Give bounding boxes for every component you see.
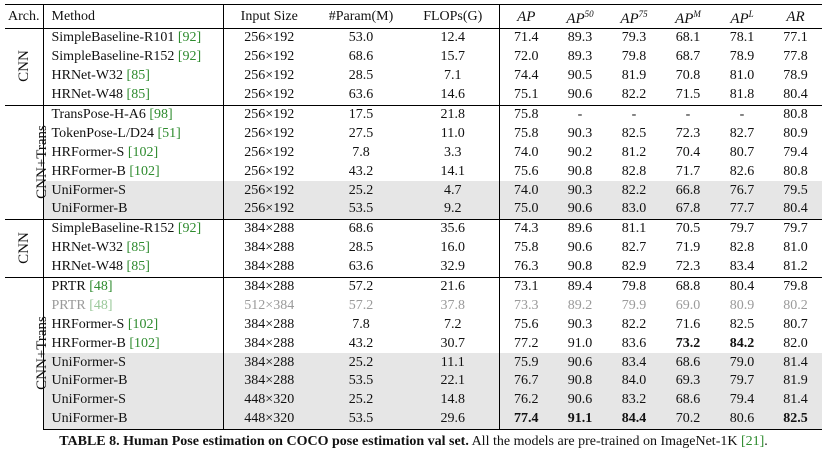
cell-flops: 14.8 (407, 391, 499, 410)
method-citation: [85] (126, 240, 150, 256)
cell-ap75: 82.5 (621, 125, 647, 141)
cell-input: 384×288 (244, 259, 295, 275)
method-name: UniFormer-B (51, 373, 128, 389)
cell-flops: 30.7 (407, 334, 499, 353)
cell-ap: 74.4 (514, 68, 539, 84)
cell-ar: 79.8 (769, 277, 822, 296)
method-name: UniFormer-B (51, 201, 128, 217)
col-header-method: Method (43, 5, 223, 29)
cell-flops: 21.8 (407, 105, 499, 124)
cell-apm: 68.6 (661, 391, 715, 410)
cell-apl: 83.4 (729, 259, 755, 275)
cell-input: 256×192 (244, 30, 295, 46)
cell-flops: 16.0 (407, 239, 499, 258)
cell-ap75: - (607, 105, 661, 124)
cell-apl: 82.5 (729, 316, 755, 332)
method-citation: [102] (127, 316, 159, 332)
cell-ar: 80.8 (783, 163, 808, 179)
cell-apl: 79.7 (715, 219, 769, 238)
method-cell (43, 277, 223, 296)
table-row (5, 86, 822, 105)
method-name: UniFormer-S (51, 354, 126, 370)
cell-param: 43.2 (348, 163, 374, 179)
cell-input: 384×288 (244, 335, 295, 351)
cell-input: 448×320 (223, 410, 315, 429)
table-row (5, 258, 822, 277)
cell-apm: 73.2 (675, 335, 701, 351)
cell-ap75: 79.3 (621, 30, 647, 46)
cell-ap75: 82.9 (621, 259, 647, 275)
cell-input: 256×192 (244, 49, 295, 65)
cell-flops: 11.0 (407, 124, 499, 143)
cell-ap50: 89.6 (553, 219, 607, 238)
cell-ar: 77.8 (783, 49, 808, 65)
cell-param: 17.5 (315, 105, 407, 124)
cell-ar: 80.4 (783, 87, 808, 103)
cell-apl: 79.0 (715, 353, 769, 372)
cell-apl: 80.4 (715, 277, 769, 296)
cell-flops: 14.1 (407, 162, 499, 181)
cell-ar: 80.8 (769, 105, 822, 124)
cell-param: 28.5 (348, 240, 374, 256)
cell-ap50: - (553, 105, 607, 124)
cell-flops: 7.1 (407, 67, 499, 86)
cell-ap: 73.1 (499, 277, 553, 296)
table-row (5, 410, 822, 429)
table-row (5, 296, 822, 315)
arch-cell (5, 29, 43, 106)
cell-ap: 75.6 (514, 316, 539, 332)
arch-cell (5, 219, 43, 277)
method-name: TransPose-H-A6 (51, 107, 146, 122)
table-row (5, 181, 822, 200)
cell-apm: 70.5 (661, 219, 715, 238)
table-row (5, 200, 822, 219)
method-citation: [102] (129, 335, 160, 351)
cell-ar: 79.5 (769, 181, 822, 200)
cell-apl: 81.0 (729, 68, 755, 84)
cell-input: 384×288 (244, 316, 295, 332)
method-cell (43, 29, 223, 48)
cell-ar: 81.9 (769, 372, 822, 391)
cell-param: 25.2 (315, 391, 407, 410)
cell-ap: 72.0 (514, 49, 539, 65)
cell-flops: 12.4 (407, 29, 499, 48)
cell-ap75: 82.7 (621, 240, 647, 256)
method-cell (43, 162, 223, 181)
cell-ar: 79.4 (783, 144, 808, 160)
method-cell (43, 219, 223, 238)
cell-param: 28.5 (348, 68, 374, 84)
cell-ar: 82.0 (783, 335, 808, 351)
cell-ap75: 83.0 (607, 200, 661, 219)
arch-cell (5, 105, 50, 219)
col-header-ap: AP (499, 5, 553, 29)
cell-ap50: 90.8 (567, 259, 593, 275)
cell-ap75: 83.6 (621, 335, 647, 351)
cell-apm: 70.4 (675, 144, 701, 160)
cell-flops: 29.6 (407, 410, 499, 429)
cell-apm: 71.5 (675, 87, 701, 103)
cell-ar: 79.7 (769, 219, 822, 238)
cell-input: 256×192 (223, 181, 315, 200)
cell-apm: 69.0 (675, 297, 701, 313)
cell-ap75: 82.8 (621, 163, 647, 179)
cell-ap50: 89.3 (567, 49, 593, 65)
method-citation: [48] (89, 279, 113, 295)
cell-param: 43.2 (348, 335, 374, 351)
cell-flops: 37.8 (407, 296, 499, 315)
method-cell (43, 258, 223, 277)
col-header-flops: FLOPs(G) (407, 5, 499, 29)
cell-input: 384×288 (244, 240, 295, 256)
cell-ap50: 89.4 (553, 277, 607, 296)
table-row (5, 29, 822, 48)
cell-param: 68.6 (315, 219, 407, 238)
cell-ap50: 90.6 (553, 200, 607, 219)
cell-ap: 77.2 (514, 335, 539, 351)
cell-ap: 76.7 (499, 372, 553, 391)
col-header-param: #Param(M) (315, 5, 407, 29)
cell-apm: 71.6 (675, 316, 701, 332)
cell-ap50: 90.6 (567, 240, 593, 256)
cell-flops: 7.2 (407, 315, 499, 334)
table-body (5, 29, 822, 430)
cell-ap50: 90.8 (567, 163, 593, 179)
cell-apl: 82.7 (729, 125, 755, 141)
method-name: PRTR (51, 279, 86, 295)
cell-ap: 75.1 (514, 87, 539, 103)
cell-ap75: 81.9 (621, 68, 647, 84)
method-name: HRFormer-B (51, 335, 126, 351)
cell-apm: - (661, 105, 715, 124)
cell-apm: 67.8 (661, 200, 715, 219)
cell-ap75: 82.2 (621, 87, 647, 103)
cell-apm: 72.3 (675, 259, 701, 275)
cell-apm: 68.6 (661, 353, 715, 372)
cell-apl: 80.7 (729, 144, 755, 160)
method-cell (43, 124, 223, 143)
cell-input: 256×192 (244, 125, 295, 141)
cell-ap75: 83.4 (607, 353, 661, 372)
method-name: HRFormer-S (51, 144, 125, 160)
col-header-apl: $AP^L$ (715, 5, 769, 29)
cell-input: 448×320 (223, 391, 315, 410)
arch-label: CNN+Trans (33, 124, 50, 199)
cell-ar: 81.4 (769, 353, 822, 372)
method-cell (43, 391, 223, 410)
method-citation: [85] (126, 259, 150, 275)
method-citation: [51] (157, 125, 181, 141)
cell-ar: 78.9 (783, 68, 808, 84)
method-name: HRNet-W32 (51, 68, 124, 84)
cell-flops: 21.6 (407, 277, 499, 296)
cell-apl: 76.7 (715, 181, 769, 200)
table-row (5, 334, 822, 353)
cell-apl: 79.4 (715, 391, 769, 410)
cell-param: 53.5 (315, 200, 407, 219)
cell-param: 53.5 (315, 410, 407, 429)
table-row (5, 162, 822, 181)
method-name: HRNet-W48 (51, 87, 124, 103)
cell-ap: 77.4 (499, 410, 553, 429)
cell-apl: 80.6 (715, 410, 769, 429)
caption-end: . (764, 433, 768, 449)
method-cell (43, 86, 223, 105)
header-row (5, 5, 822, 29)
method-name: SimpleBaseline-R101 (51, 30, 175, 46)
cell-ar: 81.4 (769, 391, 822, 410)
cell-ap: 74.3 (499, 219, 553, 238)
method-citation: [98] (149, 107, 173, 122)
cell-ap75: 83.2 (607, 391, 661, 410)
method-name: HRFormer-B (51, 163, 126, 179)
method-citation: [102] (129, 163, 160, 179)
cell-param: 57.2 (315, 277, 407, 296)
cell-apm: 71.9 (675, 240, 701, 256)
cell-apm: 72.3 (675, 125, 701, 141)
cell-param: 27.5 (348, 125, 374, 141)
table-row (5, 353, 822, 372)
cell-ap: 76.3 (514, 259, 539, 275)
method-cell (43, 315, 223, 334)
cell-ap50: 90.3 (567, 316, 593, 332)
cell-flops: 35.6 (407, 219, 499, 238)
cell-ap75: 81.1 (607, 219, 661, 238)
cell-ar: 80.7 (783, 316, 808, 332)
method-citation: [85] (126, 68, 150, 84)
method-cell (43, 410, 223, 429)
method-cell (43, 48, 223, 67)
table-row (5, 67, 822, 86)
arch-label: CNN+Trans (33, 316, 50, 390)
table-figure (5, 4, 825, 450)
cell-ap50: 89.3 (567, 30, 593, 46)
cell-ap50: 90.5 (567, 68, 593, 84)
cell-apm: 70.8 (675, 68, 701, 84)
cell-ar: 82.5 (769, 410, 822, 429)
cell-ap: 75.9 (499, 353, 553, 372)
col-header-arch: Arch. (5, 5, 43, 29)
cell-apm: 68.1 (675, 30, 701, 46)
cell-ap: 75.8 (514, 125, 539, 141)
table-row (5, 219, 822, 238)
cell-param: 7.8 (352, 316, 370, 332)
cell-ar: 81.0 (783, 240, 808, 256)
cell-ap50: 90.6 (567, 87, 593, 103)
table-row (5, 48, 822, 67)
cell-input: 384×288 (223, 372, 315, 391)
table-row (5, 277, 822, 296)
cell-ap75: 84.0 (607, 372, 661, 391)
cell-input: 384×288 (223, 353, 315, 372)
cell-apl: 80.9 (729, 297, 755, 313)
cell-ap75: 79.8 (607, 277, 661, 296)
cell-apl: 77.7 (715, 200, 769, 219)
table-row (5, 391, 822, 410)
method-citation: [85] (126, 87, 150, 103)
cell-ar: 77.1 (783, 30, 808, 46)
cell-param: 25.2 (315, 353, 407, 372)
cell-ap50: 91.0 (567, 335, 593, 351)
method-citation: [102] (127, 144, 159, 160)
cell-apm: 69.3 (661, 372, 715, 391)
cell-ap50: 89.2 (567, 297, 593, 313)
caption-citation: [21] (740, 433, 765, 449)
cell-flops: 15.7 (407, 48, 499, 67)
method-citation: [92] (177, 30, 202, 46)
cell-param: 63.6 (348, 259, 374, 275)
cell-ap50: 90.8 (553, 372, 607, 391)
cell-input: 256×192 (244, 68, 295, 84)
cell-ap75: 82.2 (607, 181, 661, 200)
cell-flops: 11.1 (407, 353, 499, 372)
method-name: HRNet-W32 (51, 240, 124, 256)
cell-ap75: 81.2 (621, 144, 647, 160)
col-header-ar: AR (769, 5, 822, 29)
method-cell (43, 334, 223, 353)
method-name: PRTR (51, 297, 86, 313)
cell-param: 53.0 (348, 30, 374, 46)
cell-apm: 66.8 (661, 181, 715, 200)
cell-input: 384×288 (223, 277, 315, 296)
table-row (5, 239, 822, 258)
cell-input: 256×192 (244, 87, 295, 103)
method-cell (43, 239, 223, 258)
cell-flops: 22.1 (407, 372, 499, 391)
cell-ap: 74.0 (499, 181, 553, 200)
cell-flops: 14.6 (407, 86, 499, 105)
method-cell (43, 353, 223, 372)
cell-param: 53.5 (315, 372, 407, 391)
results-table (5, 4, 822, 430)
cell-ap50: 90.6 (553, 391, 607, 410)
cell-ar: 80.4 (769, 200, 822, 219)
cell-apm: 71.7 (675, 163, 701, 179)
cell-apl: 81.8 (729, 87, 755, 103)
cell-apl: 82.6 (729, 163, 755, 179)
cell-ap: 76.2 (499, 391, 553, 410)
cell-input: 256×192 (244, 163, 295, 179)
method-cell (43, 105, 223, 124)
table-row (5, 143, 822, 162)
cell-apm: 68.7 (675, 49, 701, 65)
method-cell (43, 372, 223, 391)
method-citation: [92] (177, 49, 202, 65)
cell-flops: 9.2 (407, 200, 499, 219)
cell-ap: 73.3 (514, 297, 539, 313)
table-row (5, 105, 822, 124)
cell-apm: 68.8 (661, 277, 715, 296)
cell-param: 57.2 (348, 297, 374, 313)
cell-input: 384×288 (223, 219, 315, 238)
table-caption (5, 434, 822, 450)
cell-ap: 75.0 (499, 200, 553, 219)
method-name: SimpleBaseline-R152 (51, 49, 175, 65)
cell-ap: 75.6 (514, 163, 539, 179)
method-citation: [48] (89, 297, 113, 313)
cell-ap: 75.8 (499, 105, 553, 124)
cell-ap50: 90.2 (567, 144, 593, 160)
cell-apl: 82.8 (729, 240, 755, 256)
col-header-apm: $AP^M$ (661, 5, 715, 29)
cell-ap75: 84.4 (607, 410, 661, 429)
col-header-ap50: AP$^{50}$ (553, 5, 607, 29)
method-name: UniFormer-B (51, 411, 128, 427)
cell-flops: 32.9 (407, 258, 499, 277)
cell-param: 68.6 (348, 49, 374, 65)
cell-apl: 84.2 (729, 335, 755, 351)
table-row (5, 315, 822, 334)
cell-ap75: 82.2 (621, 316, 647, 332)
method-name: HRNet-W48 (51, 259, 124, 275)
col-header-input-size: Input Size (223, 5, 315, 29)
table-row (5, 124, 822, 143)
cell-apl: 78.1 (729, 30, 755, 46)
method-cell (43, 181, 223, 200)
method-name: TokenPose-L/D24 (51, 125, 154, 141)
arch-cell (5, 277, 50, 429)
cell-ar: 80.9 (783, 125, 808, 141)
cell-ap50: 90.3 (553, 181, 607, 200)
arch-label: CNN (15, 50, 32, 83)
method-citation: [92] (177, 221, 202, 237)
method-name: UniFormer-S (51, 392, 126, 408)
cell-input: 256×192 (223, 105, 315, 124)
caption-text: All the models are pre-trained on ImageNet-1K (468, 433, 741, 449)
cell-ar: 81.2 (783, 259, 808, 275)
method-cell (43, 296, 223, 315)
cell-param: 25.2 (315, 181, 407, 200)
cell-ap: 75.8 (514, 240, 539, 256)
cell-ap50: 90.3 (567, 125, 593, 141)
method-name: SimpleBaseline-R152 (51, 221, 175, 237)
method-cell (43, 67, 223, 86)
table-row (5, 372, 822, 391)
cell-apl: 79.7 (715, 372, 769, 391)
cell-apl: - (715, 105, 769, 124)
cell-flops: 4.7 (407, 181, 499, 200)
method-name: HRFormer-S (51, 316, 125, 332)
cell-param: 7.8 (352, 144, 370, 160)
caption-lead: TABLE 8. Human Pose estimation on COCO pose estimation val set. (59, 433, 469, 449)
method-cell (43, 200, 223, 219)
cell-ap: 71.4 (514, 30, 539, 46)
cell-ap50: 91.1 (553, 410, 607, 429)
cell-flops: 3.3 (407, 143, 499, 162)
col-header-ap75: AP$^{75}$ (607, 5, 661, 29)
cell-apm: 70.2 (661, 410, 715, 429)
cell-input: 256×192 (244, 144, 295, 160)
method-cell (43, 143, 223, 162)
cell-ap75: 79.9 (621, 297, 647, 313)
cell-ap75: 79.8 (621, 49, 647, 65)
cell-param: 63.6 (348, 87, 374, 103)
cell-ar: 80.2 (783, 297, 808, 313)
cell-apl: 78.9 (729, 49, 755, 65)
cell-input: 512×384 (244, 297, 295, 313)
cell-ap50: 90.6 (553, 353, 607, 372)
cell-ap: 74.0 (514, 144, 539, 160)
arch-label: CNN (15, 231, 32, 264)
method-name: UniFormer-S (51, 182, 126, 198)
cell-input: 256×192 (223, 200, 315, 219)
